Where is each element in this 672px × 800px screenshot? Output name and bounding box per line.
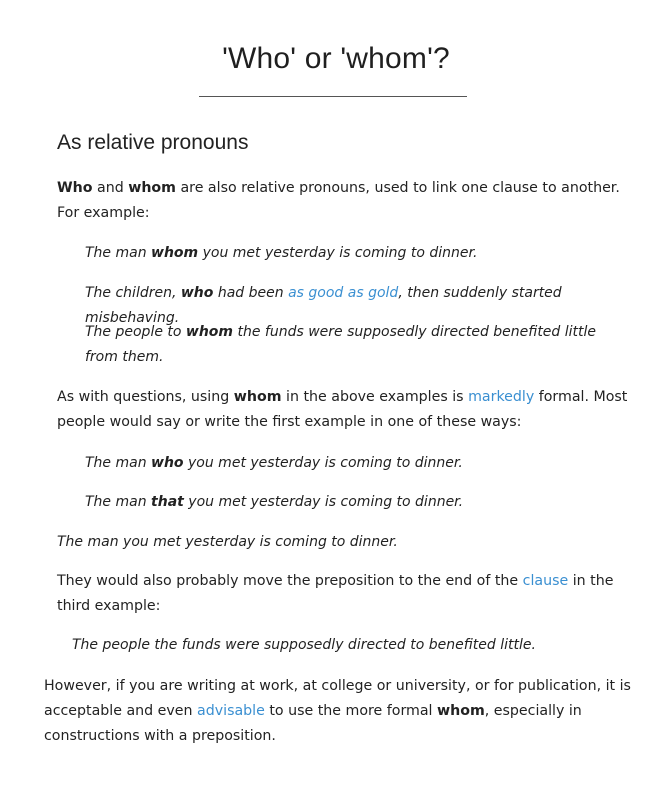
text: the funds were supposedly directed benefited little from them. (85, 324, 597, 365)
text: , then suddenly started misbehaving. (85, 285, 562, 326)
paragraph-4 (44, 674, 634, 749)
link-advisable[interactable]: advisable (197, 703, 265, 719)
text: The man (85, 455, 152, 471)
text: and (92, 180, 129, 196)
text: to use the more formal (264, 703, 438, 719)
text: The children, (85, 285, 181, 301)
emphasis: whom (151, 245, 199, 261)
section-heading: As relative pronouns (57, 131, 249, 154)
emphasis: whom (437, 703, 485, 719)
page-title: 'Who' or 'whom'? (222, 42, 450, 75)
example-6: The man you met yesterday is coming to dinner. (57, 534, 398, 550)
text: you met yesterday is coming to dinner. (198, 245, 478, 261)
text: formal. Most people would say or write the first example in one of these ways: (57, 389, 628, 430)
term-whom: whom (128, 180, 176, 196)
example-3 (85, 320, 625, 370)
paragraph-2 (57, 385, 637, 435)
example-4 (85, 451, 645, 476)
text: However, if you are writing at work, at college or university, or for publication, it is acceptable and even (44, 678, 631, 719)
text: , especially in constructions with a preposition. (44, 703, 582, 744)
text: The man (85, 245, 152, 261)
text: in the third example: (57, 573, 614, 614)
link-clause[interactable]: clause (522, 573, 569, 589)
text: in the above examples is (281, 389, 469, 405)
link-as-good-as-gold[interactable]: as good as gold (288, 285, 399, 301)
text: As with questions, using (57, 389, 234, 405)
text: are also relative pronouns, used to link one clause to another. For example: (57, 180, 620, 221)
intro-paragraph (57, 176, 637, 226)
term-who: Who (57, 180, 93, 196)
paragraph-3 (57, 569, 637, 619)
text: They would also probably move the preposition to the end of the (57, 573, 523, 589)
text: The man (85, 494, 152, 510)
example-7: The people the funds were supposedly directed to benefited little. (72, 637, 536, 653)
emphasis: who (151, 455, 184, 471)
emphasis: whom (185, 324, 234, 340)
title-divider (199, 96, 467, 97)
example-5 (85, 490, 645, 515)
text: you met yesterday is coming to dinner. (183, 494, 464, 510)
example-1 (85, 241, 645, 266)
emphasis: that (151, 494, 184, 510)
link-markedly[interactable]: markedly (468, 389, 535, 405)
text: you met yesterday is coming to dinner. (183, 455, 463, 471)
text: had been (213, 285, 289, 301)
emphasis: whom (233, 389, 282, 405)
text: The people to (85, 324, 186, 340)
emphasis: who (180, 285, 214, 301)
